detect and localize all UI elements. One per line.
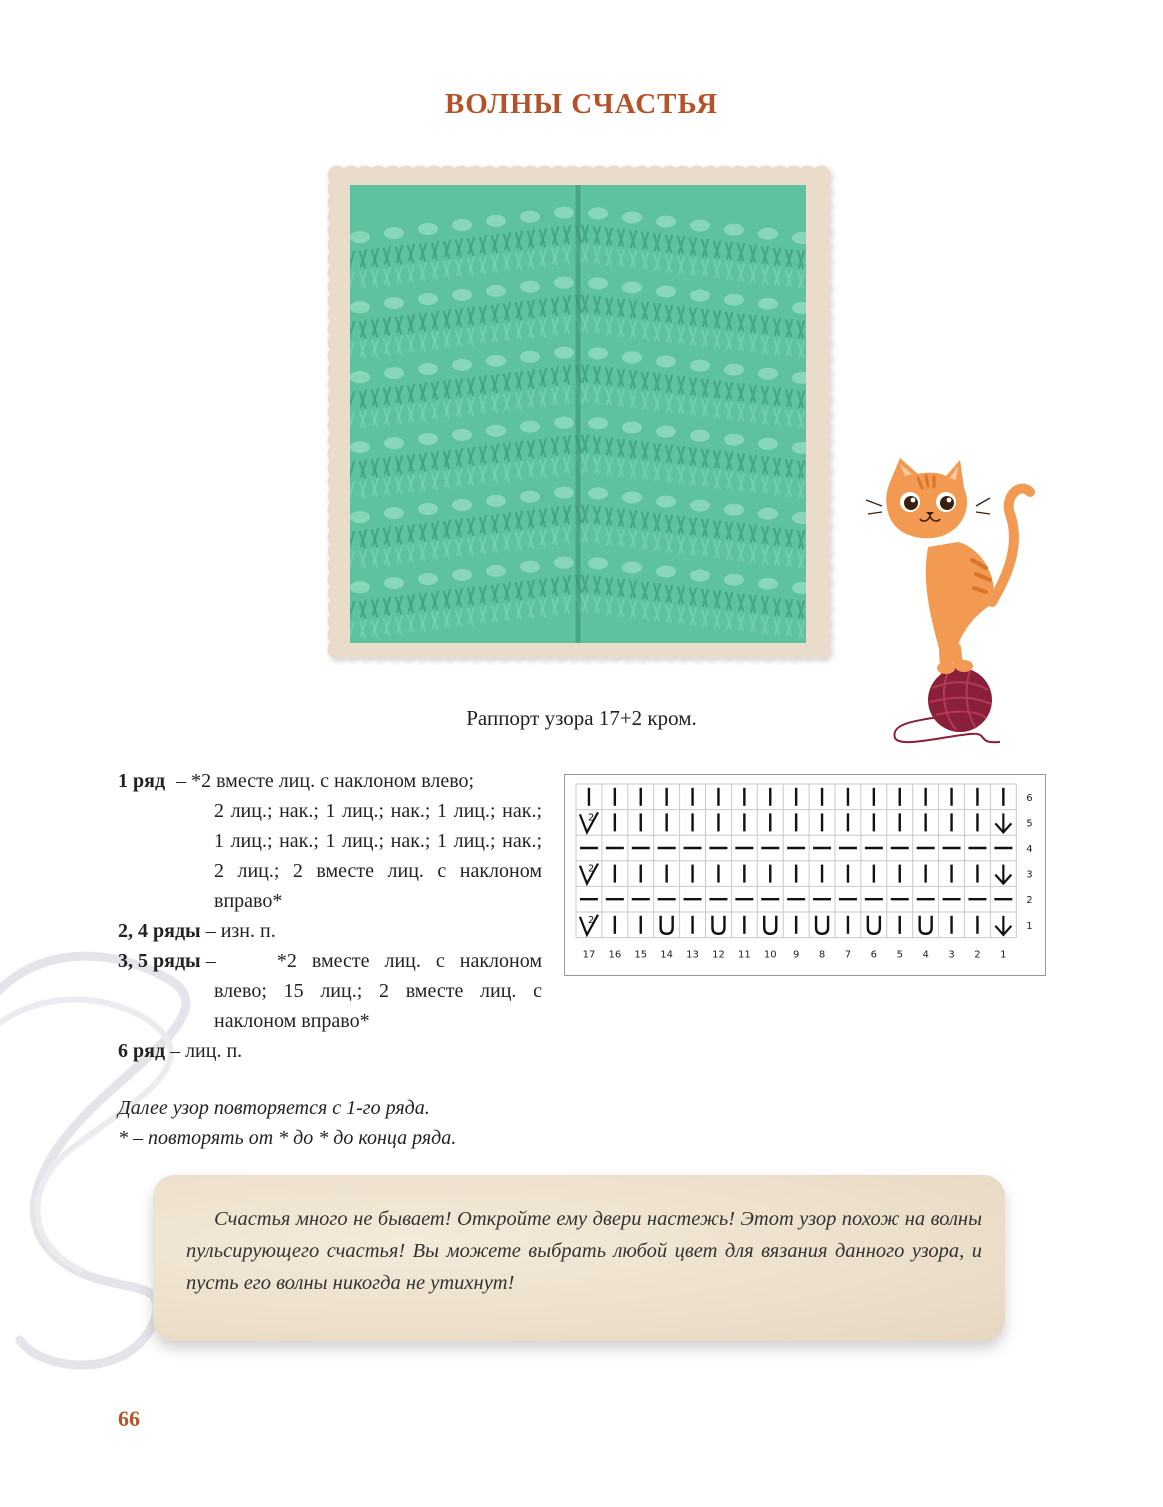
chart-column-number: 3 <box>948 949 955 961</box>
note-asterisk: * – повторять от * до * до конца ряда. <box>118 1127 457 1149</box>
row-text-first: *2 вместе лиц. с наклоном влево; <box>191 770 475 792</box>
row-label: 6 ряд <box>118 1040 166 1062</box>
chart-symbol-digit: 2 <box>587 914 595 926</box>
chart-row-number: 2 <box>1026 895 1033 907</box>
chart-column-number: 9 <box>792 949 800 961</box>
chart-row-number: 5 <box>1026 818 1033 830</box>
row-dash: – <box>165 1040 186 1062</box>
row-text-first: лиц. п. <box>185 1040 243 1062</box>
chart-column-number: 11 <box>737 949 751 961</box>
chart-column-number: 6 <box>870 949 878 961</box>
chart-symbol-digit: 2 <box>587 812 595 824</box>
row-label: 2, 4 ряды <box>118 920 201 942</box>
row-text-rest: влево; 15 лиц.; 2 вместе лиц. с наклоном вправо* <box>214 980 542 1032</box>
chart-column-number: 12 <box>712 949 725 961</box>
row-text-first: *2 вместе лиц. с наклоном <box>276 950 542 972</box>
tip-text: Счастья много не бывает! Откройте ему двери настежь! Этот узор похож на волны пульсирующего счастья! Вы можете выбрать любой цвет для вязания данного узора, и пусть его волны никогда не утихнут! <box>186 1208 982 1294</box>
chart-column-number: 13 <box>686 949 699 961</box>
row-text-rest: 2 лиц.; нак.; 1 лиц.; нак.; 1 лиц.; нак.; 1 лиц.; нак.; 1 лиц.; нак.; 1 лиц.; нак.; 2 лиц.; 2 вместе лиц. с наклоном вправо* <box>214 800 542 912</box>
knitting-chart <box>564 774 1046 976</box>
chart-column-number: 8 <box>818 949 826 961</box>
chart-row-number: 6 <box>1026 792 1033 804</box>
chart-border <box>565 775 1046 976</box>
chart-column-number: 2 <box>974 949 981 961</box>
row-dash: – <box>171 770 192 792</box>
row-3-5-instruction <box>118 946 542 1036</box>
chart-column-number: 1 <box>1000 949 1007 961</box>
row-instructions <box>118 766 542 1066</box>
row-2-4-instruction <box>118 916 542 946</box>
row-label: 3, 5 ряды <box>118 950 201 972</box>
note-repeat-rows: Далее узор повторяется с 1-го ряда. <box>118 1097 430 1119</box>
cat-illustration <box>860 452 1060 752</box>
row-1-instruction <box>118 766 542 916</box>
pattern-repeat-caption: Раппорт узора 17+2 кром. <box>466 706 697 730</box>
chart-column-number: 5 <box>896 949 903 961</box>
chart-column-number: 4 <box>922 949 929 961</box>
chart-row-number: 4 <box>1026 844 1033 855</box>
row-dash: – <box>200 920 221 942</box>
chart-column-number: 17 <box>582 949 596 961</box>
chart-row-number: 3 <box>1026 869 1033 881</box>
chart-symbol-digit: 2 <box>587 863 595 875</box>
row-label: 1 ряд <box>118 770 166 792</box>
row-6-instruction <box>118 1036 542 1066</box>
chart-column-number: 10 <box>763 949 777 961</box>
chart-column-number: 15 <box>634 949 648 961</box>
row-dash: – <box>200 950 216 972</box>
pattern-notes <box>118 1093 456 1153</box>
page-number: 66 <box>118 1406 140 1431</box>
chart-column-number: 14 <box>660 949 674 961</box>
chart-column-number: 16 <box>608 949 622 961</box>
knitted-swatch-photo <box>350 185 806 643</box>
row-text-first: изн. п. <box>220 920 276 942</box>
chart-column-number: 7 <box>844 949 852 961</box>
chart-row-number: 1 <box>1026 920 1033 932</box>
page-title: ВОЛНЫ СЧАСТЬЯ <box>444 88 719 120</box>
